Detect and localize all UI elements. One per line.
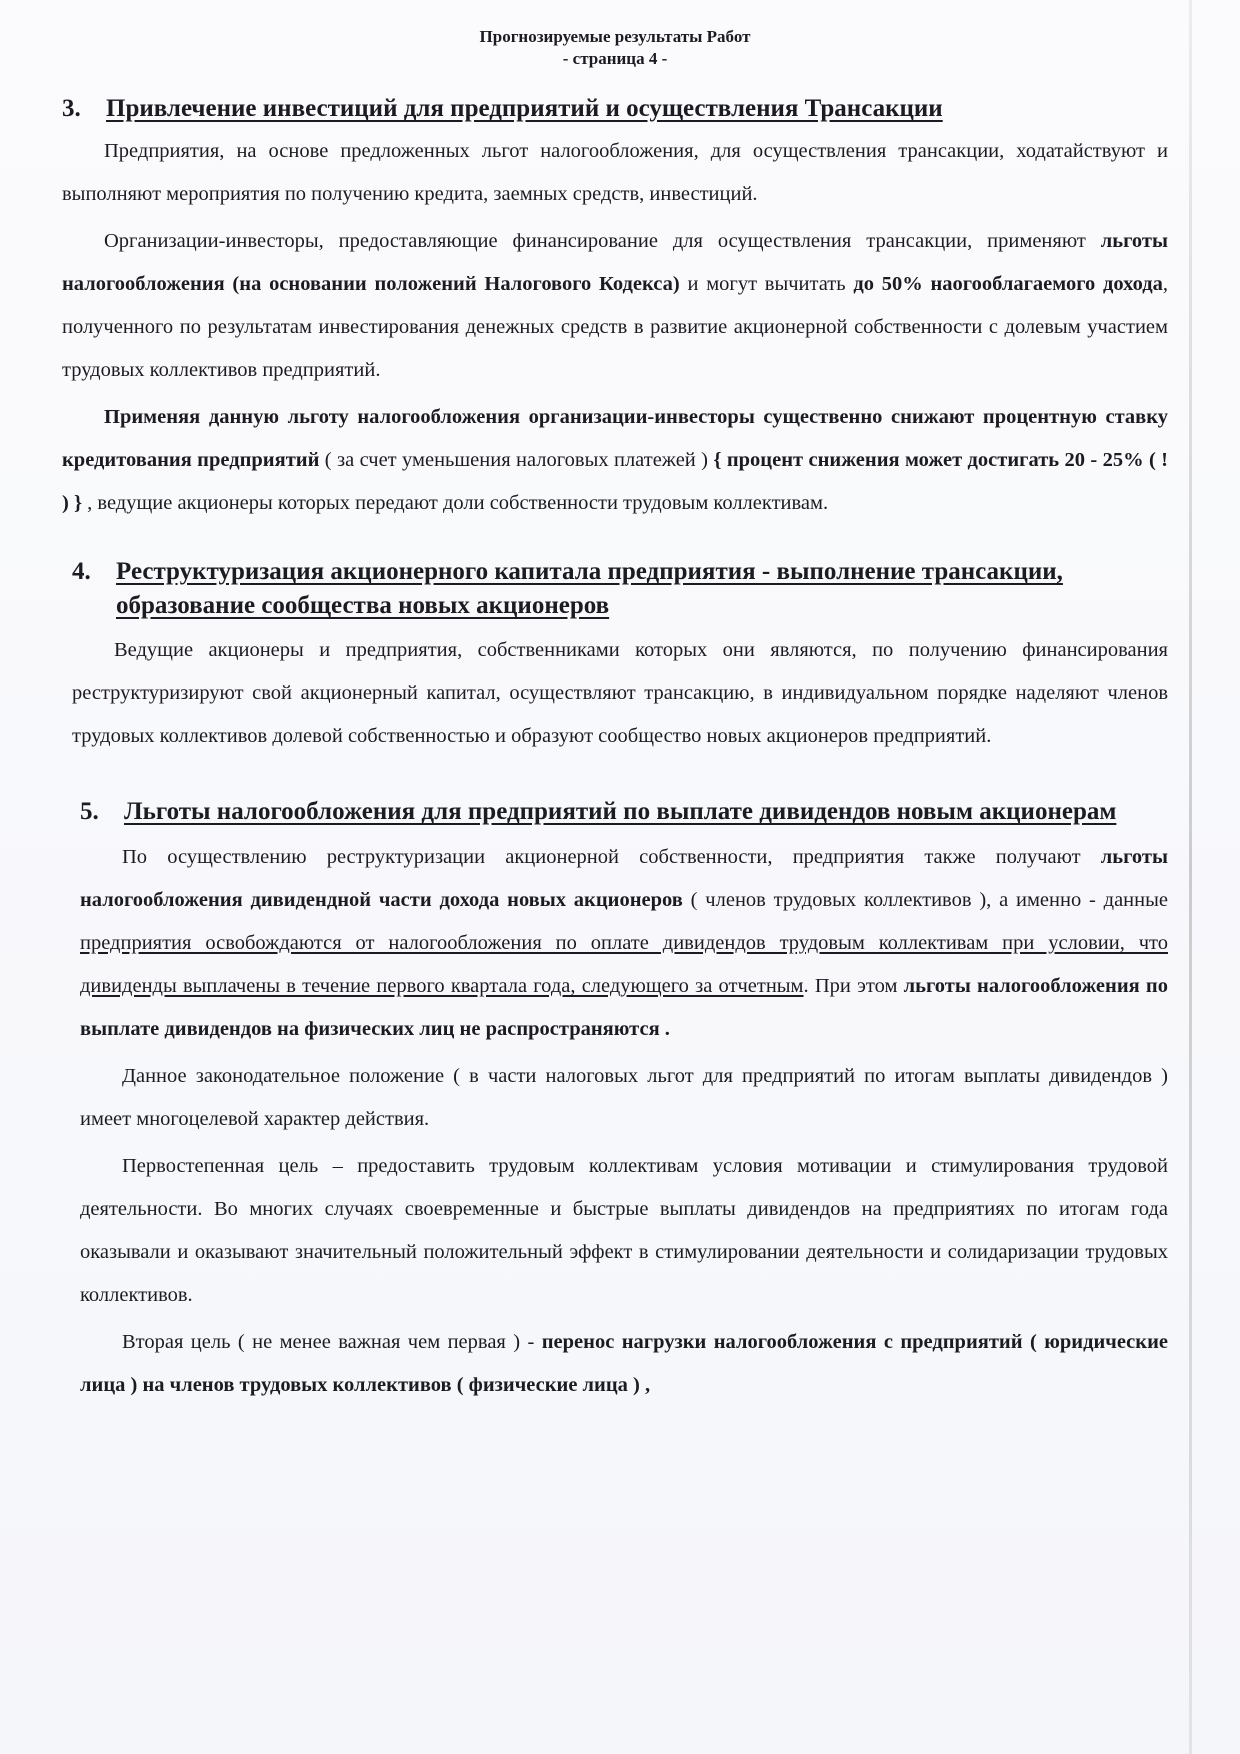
- bold-run: льготы налогообложения дивидендной части дохода новых акционеров: [80, 846, 1168, 911]
- text-run: , ведущие акционеры которых передают доли собственности трудовым коллективам.: [82, 492, 829, 514]
- page-header: [62, 26, 1168, 70]
- section-5-heading: [62, 792, 1168, 832]
- text-run: Организации-инвесторы, предоставляющие финансирование для осуществления трансакции, применяют: [104, 230, 1101, 252]
- section-3-heading: [62, 92, 1168, 126]
- section-4-paragraph-1: Ведущие акционеры и предприятия, собственниками которых они являются, по получению финансирования реструктуризируют свой акционерный капитал, осуществляют трансакцию, в индивидуальном порядке наделяют членов трудовых коллективов долевой собственностью и образуют сообщество новых акционеров предприятий.: [72, 639, 1168, 747]
- paper-edge: [1189, 0, 1192, 1754]
- section-3-paragraph-3: [62, 396, 1168, 525]
- section-3-title: Привлечение инвестиций для предприятий и осуществления Трансакции: [106, 95, 943, 122]
- section-5-number: 5.: [80, 798, 99, 825]
- header-page-number: - страница 4 -: [562, 49, 668, 68]
- text-run: и могут вычитать: [679, 273, 854, 295]
- section-4-heading: [62, 555, 1168, 623]
- section-5: [62, 792, 1168, 1407]
- section-3: [62, 92, 1168, 525]
- underlined-run: предприятия освобождаются от налогообложения по оплате дивидендов трудовым коллективам при условии, что дивиденды выплачены в течение первого квартала года, следующего за отчетным: [80, 932, 1168, 997]
- bold-run: перенос нагрузки налогообложения с предприятий ( юридические лица ) на членов трудовых коллективов ( физические лица ) ,: [80, 1331, 1168, 1396]
- section-5-paragraph-1: [62, 836, 1168, 1051]
- bold-run: { процент снижения может достигать 20 - 25% ( ! ) }: [62, 449, 1168, 514]
- section-5-paragraph-4: [62, 1321, 1168, 1407]
- section-4-number: 4.: [72, 558, 91, 585]
- bold-run: льготы налогообложения (на основании положений Налогового Кодекса): [62, 230, 1168, 295]
- section-4-title: Реструктуризация акционерного капитала предприятия - выполнение трансакции, образование сообщества новых акционеров: [116, 558, 1063, 619]
- text-run: ( за счет уменьшения налоговых платежей ): [319, 449, 714, 471]
- bold-run: Применяя данную льготу налогообложения организации-инвесторы существенно снижают процентную ставку кредитования предприятий: [62, 406, 1168, 471]
- section-5-paragraph-3: Первостепенная цель – предоставить трудовым коллективам условия мотивации и стимулирования трудовой деятельности. Во многих случаях своевременные и быстрые выплаты дивидендов на предприятиях по итогам года оказывали и оказывают значительный положительный эффект в стимулировании деятельности и солидаризации трудовых коллективов.: [80, 1155, 1168, 1306]
- text-run: По осуществлению реструктуризации акционерной собственности, предприятия также получают: [122, 846, 1101, 868]
- text-run: ( членов трудовых коллективов ), а именно - данные: [682, 889, 1168, 911]
- text-run: . При этом: [803, 975, 904, 997]
- section-3-paragraph-1: Предприятия, на основе предложенных льгот налогообложения, для осуществления трансакции, ходатайствуют и выполняют мероприятия по получению кредита, заемных средств, инвестиций.: [62, 140, 1168, 205]
- section-5-paragraph-2: Данное законодательное положение ( в части налоговых льгот для предприятий по итогам выплаты дивидендов ) имеет многоцелевой характер действия.: [80, 1065, 1168, 1130]
- bold-run: до 50% наогооблагаемого дохода: [853, 273, 1163, 295]
- header-title: Прогнозируемые результаты Работ: [479, 27, 751, 46]
- section-5-title: Льготы налогообложения для предприятий по выплате дивидендов новым акционерам: [124, 798, 1117, 825]
- section-3-paragraph-2: [62, 220, 1168, 392]
- section-3-number: 3.: [62, 95, 81, 122]
- bold-run: льготы налогообложения по выплате дивидендов на физических лиц не распространяются .: [80, 975, 1168, 1040]
- text-run: Вторая цель ( не менее важная чем первая ) -: [122, 1331, 542, 1353]
- text-run: , полученного по результатам инвестирования денежных средств в развитие акционерной собственности с долевым участием трудовых коллективов предприятий.: [62, 273, 1168, 381]
- page-content: [62, 26, 1168, 1407]
- section-4: [62, 555, 1168, 758]
